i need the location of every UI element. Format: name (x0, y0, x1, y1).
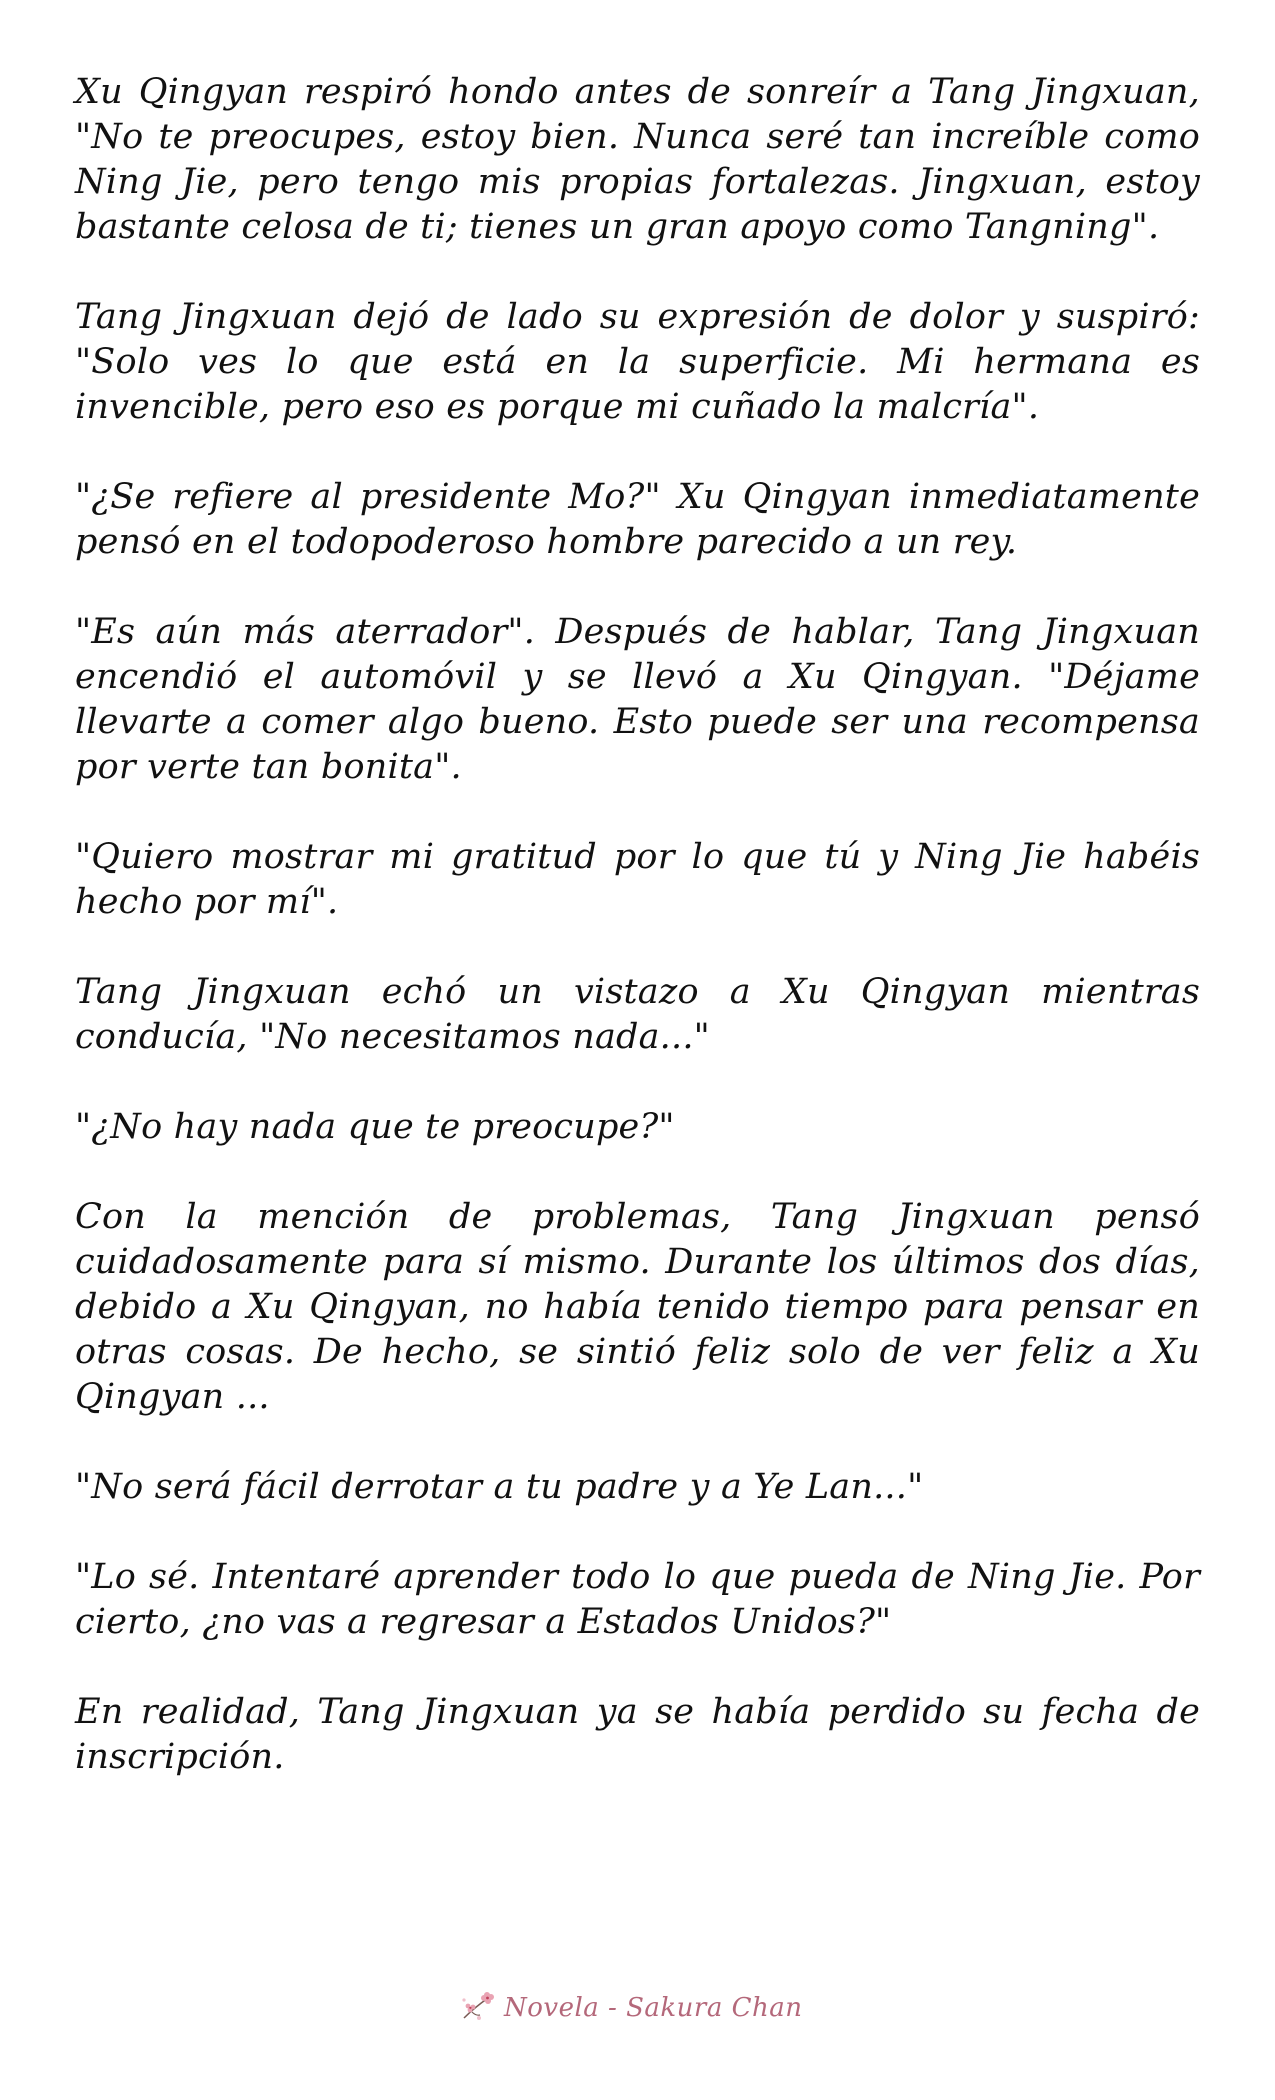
paragraph: En realidad, Tang Jingxuan ya se había perdido su fecha de inscripción. (75, 1692, 1200, 1777)
paragraph: "Lo sé. Intentaré aprender todo lo que pueda de Ning Jie. Por cierto, ¿no vas a regresar a Estados Unidos?" (75, 1557, 1200, 1642)
paragraph: Xu Qingyan respiró hondo antes de sonreír a Tang Jingxuan, "No te preocupes, estoy bien. Nunca seré tan increíble como Ning Jie, pero tengo mis propias fortalezas. Jingxuan, estoy bastante celosa de ti; tienes un gran apoyo como Tangning". (75, 72, 1200, 247)
paragraph: "Es aún más aterrador". Después de hablar, Tang Jingxuan encendió el automóvil y se llevó a Xu Qingyan. "Déjame llevarte a comer algo bueno. Esto puede ser una recompensa por verte tan bonita". (75, 612, 1200, 787)
watermark-text: Novela - Sakura Chan (504, 1993, 803, 2023)
paragraph: Tang Jingxuan echó un vistazo a Xu Qingyan mientras conducía, "No necesitamos nada..." (75, 972, 1200, 1057)
paragraph: "¿Se refiere al presidente Mo?" Xu Qingyan inmediatamente pensó en el todopoderoso hombre parecido a un rey. (75, 477, 1200, 562)
paragraph: "No será fácil derrotar a tu padre y a Ye Lan..." (75, 1467, 924, 1507)
paragraph: "Quiero mostrar mi gratitud por lo que tú y Ning Jie habéis hecho por mí". (75, 837, 1200, 922)
footer-watermark (458, 1985, 828, 2031)
paragraph: "¿No hay nada que te preocupe?" (75, 1107, 675, 1147)
paragraph: Con la mención de problemas, Tang Jingxuan pensó cuidadosamente para sí mismo. Durante los últimos dos días, debido a Xu Qingyan, no había tenido tiempo para pensar en otras cosas. De hecho, se sintió feliz solo de ver feliz a Xu Qingyan ... (75, 1197, 1200, 1417)
cherry-blossom-icon (458, 1988, 498, 2028)
paragraph: Tang Jingxuan dejó de lado su expresión de dolor y suspiró: "Solo ves lo que está en la superficie. Mi hermana es invencible, pero eso es porque mi cuñado la malcría". (75, 297, 1200, 427)
document-body (75, 70, 1200, 1825)
